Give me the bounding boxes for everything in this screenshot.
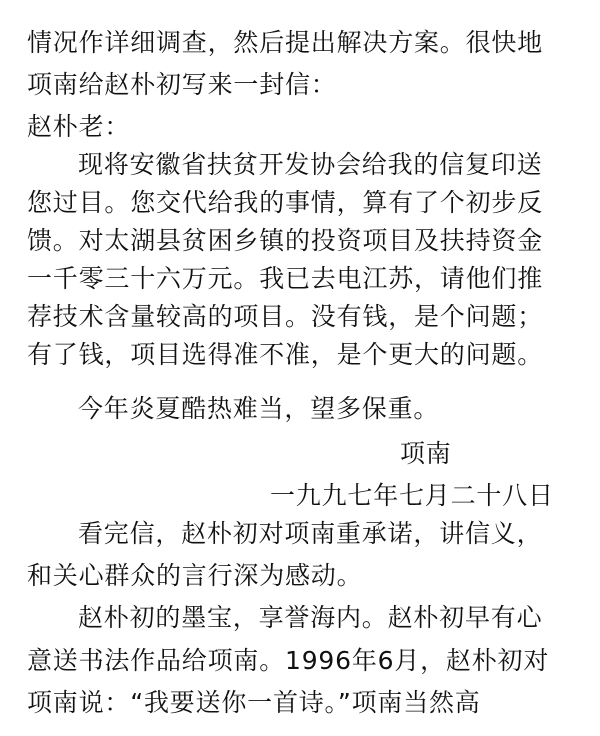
after-line-5: 项南说：“我要送你一首诗。”项南当然高 bbox=[27, 688, 481, 717]
letter-body-line-3: 馈。对太湖县贫困乡镇的投资项目及扶持资金 bbox=[27, 226, 544, 255]
after-line-2: 和关心群众的言行深为感动。 bbox=[27, 561, 363, 590]
letter-salutation: 赵朴老： bbox=[27, 112, 131, 141]
letter-body-line-4: 一千零三十六万元。我已去电江苏，请他们推 bbox=[27, 264, 544, 293]
letter-body-line-5: 荐技术含量较高的项目。没有钱，是个问题； bbox=[27, 302, 544, 331]
after-line-4: 意送书法作品给项南。1996年6月，赵朴初对 bbox=[27, 646, 550, 675]
intro-line-2: 项南给赵朴初写来一封信： bbox=[27, 70, 337, 99]
after-line-3: 赵朴初的墨宝，享誉海内。赵朴初早有心 bbox=[78, 603, 543, 632]
letter-body-line-6: 有了钱，项目选得准不准，是个更大的问题。 bbox=[27, 340, 544, 369]
after-line-1: 看完信，赵朴初对项南重承诺，讲信义， bbox=[78, 519, 543, 548]
letter-date: 一九九七年七月二十八日 bbox=[270, 481, 554, 510]
letter-body-line-1: 现将安徽省扶贫开发协会给我的信复印送 bbox=[78, 150, 543, 179]
letter-signature: 项南 bbox=[400, 439, 452, 468]
letter-body-line-2: 您过目。您交代给我的事情，算有了个初步反 bbox=[27, 188, 544, 217]
intro-line-1: 情况作详细调查，然后提出解决方案。很快地 bbox=[27, 28, 544, 57]
letter-body-line-7: 今年炎夏酷热难当，望多保重。 bbox=[78, 394, 440, 423]
